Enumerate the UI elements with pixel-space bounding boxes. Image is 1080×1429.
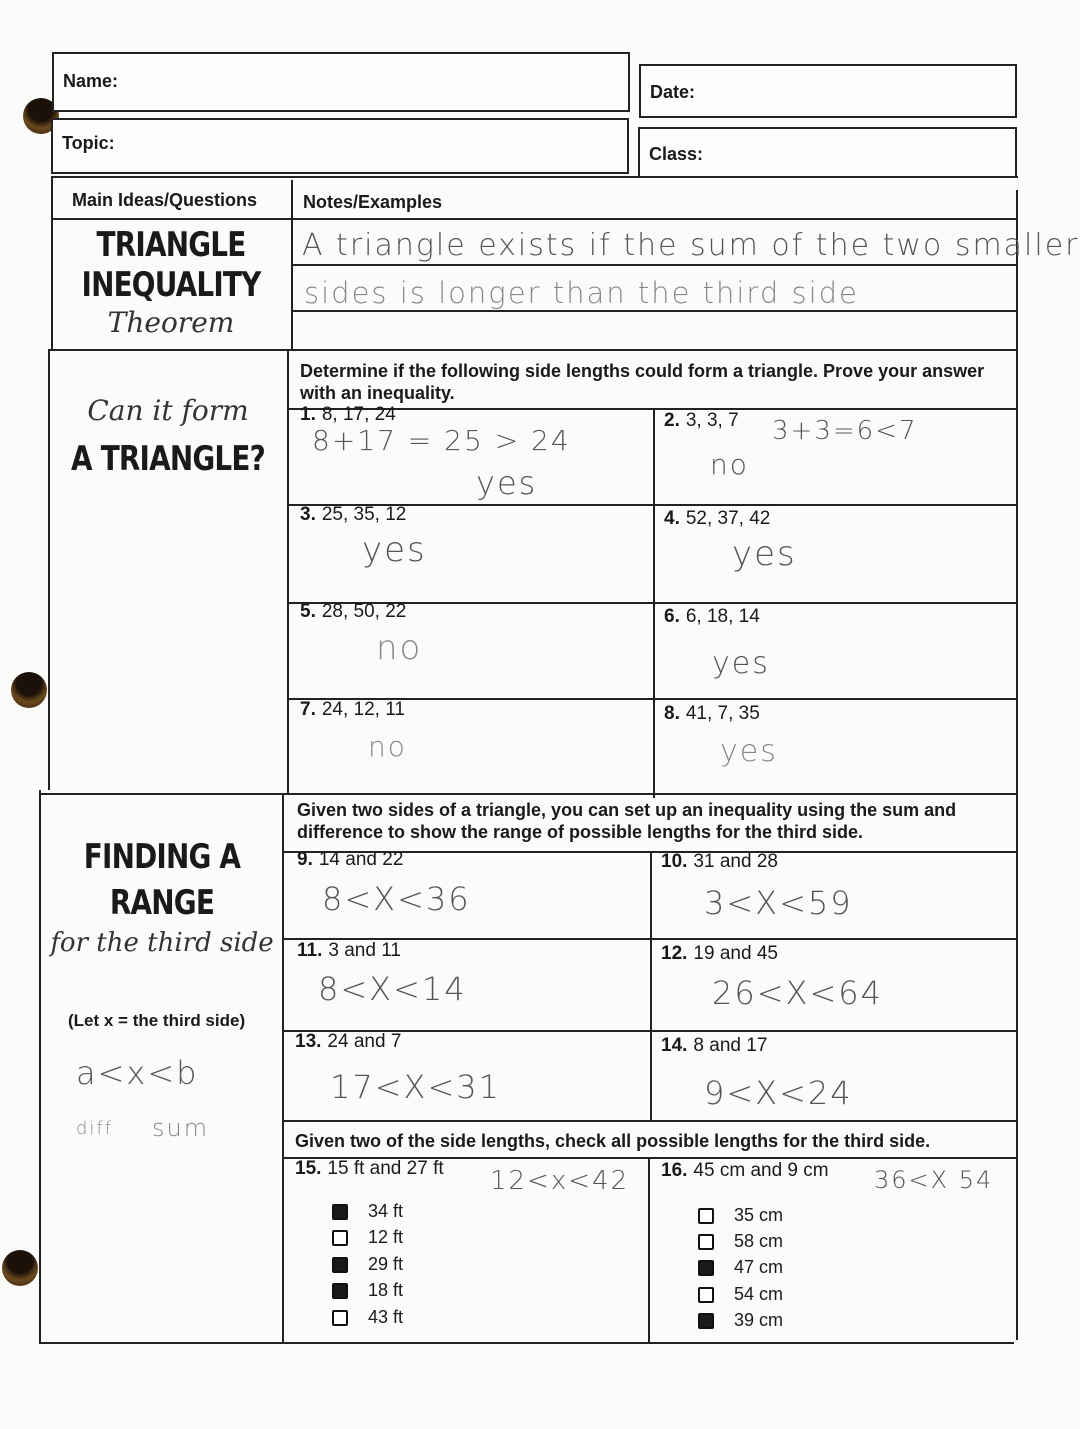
problem-number: 5. xyxy=(300,601,316,622)
option-35cm[interactable] xyxy=(698,1205,783,1226)
option-18ft[interactable] xyxy=(332,1280,403,1301)
section-title-a-triangle: A TRIANGLE? xyxy=(71,439,265,479)
column-divider xyxy=(282,795,284,1343)
option-43ft[interactable] xyxy=(332,1307,403,1328)
problem-column-divider xyxy=(650,851,652,1121)
problem-sides: 15 ft and 27 ft xyxy=(327,1158,444,1179)
section2-instructions: Determine if the following side lengths could form a triangle. Prove your answer with an inequality. xyxy=(300,361,985,403)
problem-14-answer: 9<X<24 xyxy=(704,1074,853,1112)
problem-16-work: 36<X 54 xyxy=(874,1166,994,1194)
problem-12-answer: 26<X<64 xyxy=(712,974,883,1012)
range-sum-note: sum xyxy=(152,1114,210,1142)
let-x-note: (Let x = the third side) xyxy=(68,1011,246,1030)
section-divider xyxy=(48,349,1018,351)
option-54cm[interactable] xyxy=(698,1284,783,1305)
problem-number: 9. xyxy=(297,849,313,870)
problem-sides: 6, 18, 14 xyxy=(685,606,760,627)
problem-15-work: 12<x<42 xyxy=(490,1166,630,1196)
problem-number: 6. xyxy=(664,606,680,627)
problem-8-answer: yes xyxy=(720,734,778,769)
problem-7-answer: no xyxy=(368,730,407,763)
problem-sides: 24, 12, 11 xyxy=(321,699,405,720)
theorem-notes-line-2: sides is longer than the third side xyxy=(304,276,859,310)
option-29ft[interactable] xyxy=(332,1254,403,1275)
problem-number: 12. xyxy=(661,943,688,964)
problem-sides: 8 and 17 xyxy=(693,1035,768,1056)
option-label: 35 cm xyxy=(734,1205,784,1225)
problem-5-answer: no xyxy=(376,628,423,668)
problem-13-answer: 17<X<31 xyxy=(330,1068,501,1106)
option-label: 58 cm xyxy=(734,1231,784,1251)
option-label: 39 cm xyxy=(734,1310,784,1330)
problem-number: 13. xyxy=(295,1031,322,1052)
checkbox-unchecked[interactable] xyxy=(332,1230,348,1246)
problem-sides: 45 cm and 9 cm xyxy=(693,1160,829,1181)
problem-6 xyxy=(664,606,760,628)
problem-sides: 3, 3, 7 xyxy=(685,410,739,431)
option-label: 29 ft xyxy=(368,1254,404,1274)
table-left-border xyxy=(39,790,41,1344)
option-label: 12 ft xyxy=(368,1227,404,1247)
table-right-border xyxy=(1016,190,1018,1340)
name-label: Name: xyxy=(63,71,119,91)
problem-sides: 14 and 22 xyxy=(318,849,404,870)
notes-rule xyxy=(291,264,1018,266)
option-label: 34 ft xyxy=(368,1201,404,1221)
checkbox-checked[interactable] xyxy=(332,1283,348,1299)
checkbox-unchecked[interactable] xyxy=(332,1310,348,1326)
checkbox-unchecked[interactable] xyxy=(698,1234,714,1250)
row-divider xyxy=(283,1120,1018,1122)
problem-number: 2. xyxy=(664,410,680,431)
problem-sides: 31 and 28 xyxy=(693,851,778,872)
date-label: Date: xyxy=(650,82,696,102)
problem-2 xyxy=(664,410,739,432)
problem-8 xyxy=(664,703,760,725)
problem-number: 4. xyxy=(664,508,680,529)
problem-column-divider xyxy=(648,1157,650,1343)
problem-number: 16. xyxy=(661,1160,688,1181)
problem-14 xyxy=(661,1035,767,1057)
problem-3 xyxy=(300,504,406,526)
option-47cm[interactable] xyxy=(698,1257,783,1278)
problem-number: 7. xyxy=(300,699,316,720)
problem-sides: 41, 7, 35 xyxy=(685,703,760,724)
problem-15 xyxy=(295,1158,444,1180)
problem-sides: 19 and 45 xyxy=(693,943,778,964)
range-diff-note: diff xyxy=(76,1118,114,1139)
option-label: 43 ft xyxy=(368,1307,404,1327)
problem-number: 14. xyxy=(661,1035,688,1056)
topic-label: Topic: xyxy=(62,133,115,153)
problem-1 xyxy=(300,404,396,426)
option-39cm[interactable] xyxy=(698,1310,783,1331)
section-title-range: RANGE xyxy=(109,883,215,923)
problem-9 xyxy=(297,849,403,871)
problem-12 xyxy=(661,943,778,965)
checkbox-unchecked[interactable] xyxy=(698,1208,714,1224)
option-label: 18 ft xyxy=(368,1280,404,1300)
table-bottom-border xyxy=(39,1342,1014,1344)
problem-2-answer: no xyxy=(710,448,749,481)
problem-13 xyxy=(295,1031,401,1053)
problem-1-work: 8+17 = 25 > 24 xyxy=(312,424,571,457)
notes-rule xyxy=(291,310,1018,312)
problem-16 xyxy=(661,1160,829,1182)
problem-sides: 25, 35, 12 xyxy=(321,504,407,525)
section-title-triangle: TRIANGLE xyxy=(96,225,246,265)
section-subtitle-can-it-form: Can it form xyxy=(87,394,249,427)
problem-3-answer: yes xyxy=(362,530,427,570)
column-header-notes: Notes/Examples xyxy=(303,192,443,212)
problem-11 xyxy=(297,940,401,962)
problem-2-work: 3+3=6<7 xyxy=(772,416,918,446)
theorem-notes-line-1: A triangle exists if the sum of the two smaller xyxy=(302,228,1080,263)
problem-sides: 52, 37, 42 xyxy=(685,508,771,529)
problem-5 xyxy=(300,601,406,623)
problem-9-answer: 8<X<36 xyxy=(322,880,471,918)
option-label: 47 cm xyxy=(734,1257,784,1277)
option-58cm[interactable] xyxy=(698,1231,783,1252)
option-34ft[interactable] xyxy=(332,1201,403,1222)
option-label: 54 cm xyxy=(734,1284,784,1304)
problem-1-answer: yes xyxy=(476,464,538,502)
checkbox-checked[interactable] xyxy=(698,1313,714,1329)
checkbox-checked[interactable] xyxy=(698,1260,714,1276)
problem-number: 3. xyxy=(300,504,316,525)
section-divider xyxy=(39,793,1018,795)
range-formula-note: a<x<b xyxy=(76,1054,199,1092)
class-label: Class: xyxy=(649,144,704,164)
problem-10 xyxy=(661,851,778,873)
problem-sides: 28, 50, 22 xyxy=(321,601,407,622)
problem-number: 10. xyxy=(661,851,688,872)
section3-instructions: Given two sides of a triangle, you can set up an inequality using the sum and difference to show the range of possible lengths for the third side. xyxy=(297,800,957,842)
section-subtitle-third-side: for the third side xyxy=(50,928,274,958)
section4-instructions: Given two of the side lengths, check all possible lengths for the third side. xyxy=(295,1131,931,1151)
header-row-divider xyxy=(52,218,1018,220)
problem-number: 11. xyxy=(297,940,323,961)
checkbox-checked[interactable] xyxy=(332,1257,348,1273)
problem-4-answer: yes xyxy=(732,534,797,574)
checkbox-unchecked[interactable] xyxy=(698,1287,714,1303)
problem-number: 15. xyxy=(295,1158,322,1179)
option-12ft[interactable] xyxy=(332,1227,403,1248)
table-top-border xyxy=(52,176,1018,178)
column-header-main-ideas: Main Ideas/Questions xyxy=(72,190,258,210)
section-title-finding-a: FINDING A xyxy=(83,837,241,877)
checkbox-checked[interactable] xyxy=(332,1204,348,1220)
problem-sides: 3 and 11 xyxy=(328,940,401,961)
problem-6-answer: yes xyxy=(712,646,770,681)
problem-number: 8. xyxy=(664,703,680,724)
problem-7 xyxy=(300,699,405,721)
section-subtitle-theorem: Theorem xyxy=(107,306,235,339)
problem-number: 1. xyxy=(300,404,316,425)
section-title-inequality: INEQUALITY xyxy=(81,265,261,305)
problem-4 xyxy=(664,508,770,530)
problem-11-answer: 8<X<14 xyxy=(318,970,467,1008)
problem-sides: 8, 17, 24 xyxy=(321,404,396,425)
problem-10-answer: 3<X<59 xyxy=(704,884,853,922)
problem-sides: 24 and 7 xyxy=(327,1031,402,1052)
